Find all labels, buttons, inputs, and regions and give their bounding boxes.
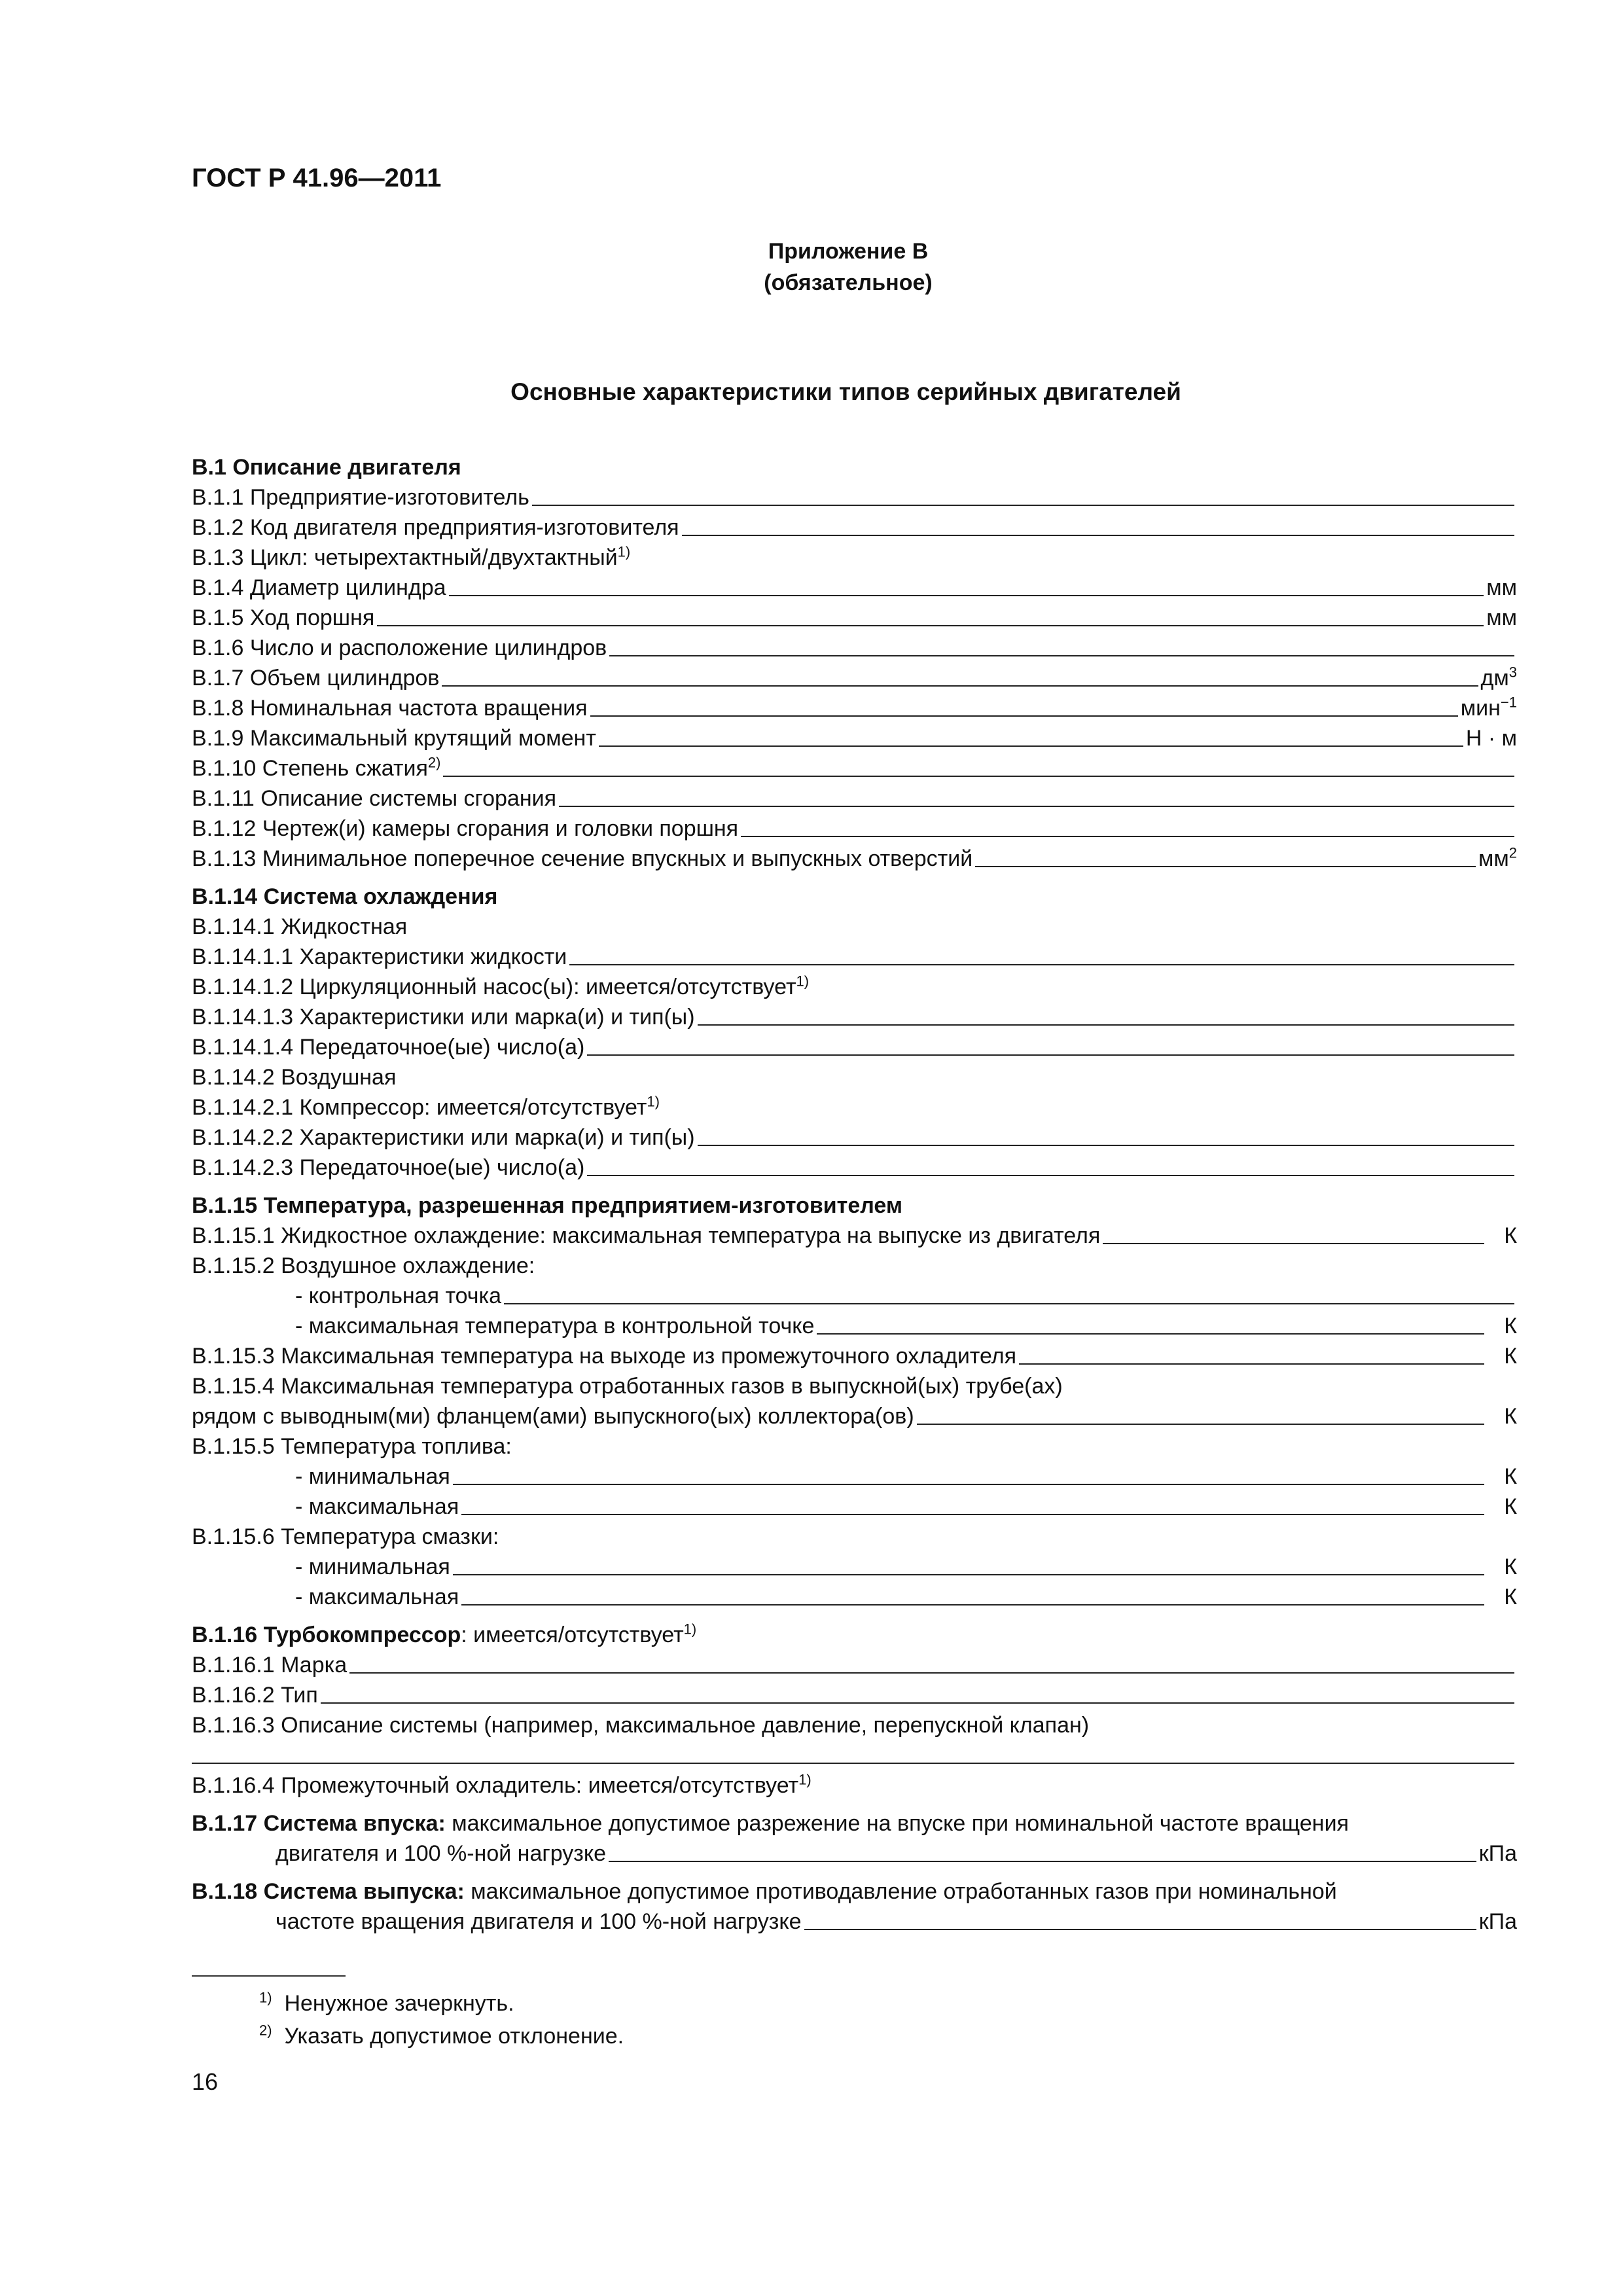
form-row: двигателя и 100 %-ной нагрузке кПа (276, 1841, 1517, 1866)
form-row: В.1.12 Чертеж(и) камеры сгорания и головки поршня (192, 812, 1517, 842)
blank-line[interactable] (349, 1672, 1514, 1674)
form-row: В.1.16.1 Марка (192, 1648, 1517, 1678)
row-label: В.1.10 Степень сжатия$^{2)}$ (192, 754, 441, 781)
blank-line[interactable] (532, 505, 1514, 506)
blank-line[interactable] (587, 1054, 1514, 1056)
form-row: В.1.14.1.1 Характеристики жидкости (192, 940, 1517, 970)
form-row: - максимальная К (295, 1494, 1517, 1519)
section-heading: В.1.14 Система охлаждения (192, 884, 498, 909)
document-header: ГОСТ Р 41.96—2011 (192, 164, 442, 192)
footnote-ref: 1) (798, 1771, 812, 1788)
form-row (192, 541, 1517, 571)
form-row (192, 751, 1517, 781)
unit-label: $дм^3$ (1480, 664, 1517, 691)
unit-label: мин$^{-1}$ (1460, 694, 1517, 721)
form-row: В.1.5 Ход поршня мм (192, 605, 1517, 630)
section-heading: В.1 Описание двигателя (192, 455, 461, 480)
form-row: В.1.15.4 Максимальная температура отработанных газов в выпускной(ых) трубе(ах) (192, 1374, 1063, 1399)
form-row: - минимальная К (295, 1464, 1517, 1489)
row-label: В.1.14.1.2 Циркуляционный насос(ы): имеется/отсутствует$^{1)}$ (192, 973, 810, 999)
unit-label: К (1504, 1554, 1517, 1579)
unit-label: К (1504, 1404, 1517, 1429)
unit-label: кПа (1478, 1909, 1517, 1934)
section-heading: В.1.18 Система выпуска: максимальное допустимое противодавление отработанных газов при номинальной (192, 1879, 1337, 1904)
form-row: В.1.2 Код двигателя предприятия-изготовителя (192, 511, 1517, 541)
blank-line[interactable] (443, 776, 1514, 777)
footnote-ref: 1) (796, 973, 810, 990)
appendix-heading (0, 236, 1623, 298)
row-label: В.1.16.4 Промежуточный охладитель: имеется/отсутствует$^{1)}$ (192, 1771, 812, 1798)
form-row: В.1.11 Описание системы сгорания (192, 781, 1517, 812)
form-row: частоте вращения двигателя и 100 %-ной нагрузке кПа (276, 1909, 1517, 1934)
form-row: В.1.14.2.3 Передаточное(ые) число(а) (192, 1151, 1517, 1181)
form-row: В.1.9 Максимальный крутящий момент Н · м (192, 726, 1517, 751)
footnote-divider (192, 1975, 346, 1977)
form-row: В.1.7 Объем цилиндров $дм^3$ (192, 664, 1517, 691)
blank-line[interactable] (682, 535, 1514, 536)
blank-line[interactable] (741, 836, 1514, 837)
appendix-status: (обязательное) (764, 270, 933, 295)
blank-line[interactable] (461, 1514, 1484, 1515)
unit-label: К (1504, 1223, 1517, 1248)
form-row: рядом с выводным(ми) фланцем(ами) выпускного(ых) коллектора(ов) К (192, 1404, 1517, 1429)
form-row: В.1.1 Предприятие-изготовитель (192, 480, 1517, 511)
unit-label: К (1504, 1344, 1517, 1369)
section-heading: В.1.16 Турбокомпрессор: имеется/отсутствует$^{1)}$ (192, 1621, 697, 1647)
unit-label: К (1504, 1314, 1517, 1338)
form-row: В.1.14.2 Воздушная (192, 1065, 397, 1090)
blank-line[interactable] (504, 1303, 1514, 1304)
blank-line[interactable] (599, 745, 1463, 747)
form-row: В.1.15.1 Жидкостное охлаждение: максимальная температура на выпуске из двигателя К (192, 1223, 1517, 1248)
form-row: В.1.15.6 Температура смазки: (192, 1524, 499, 1549)
blank-line[interactable] (804, 1929, 1476, 1930)
page-number: 16 (192, 2068, 219, 2095)
form-row: - максимальная К (295, 1585, 1517, 1609)
section-heading: В.1.15 Температура, разрешенная предприятием-изготовителем (192, 1193, 903, 1218)
unit-label: мм (1486, 575, 1517, 600)
footnote-ref: 1) (647, 1093, 660, 1110)
blank-line[interactable] (559, 806, 1514, 807)
unit-label: К (1504, 1464, 1517, 1489)
unit-label: Н · м (1465, 726, 1517, 751)
form-row (192, 1738, 1517, 1768)
blank-line[interactable] (461, 1604, 1484, 1605)
appendix-label: Приложение В (768, 239, 929, 264)
form-row: - минимальная К (295, 1554, 1517, 1579)
blank-line[interactable] (587, 1175, 1514, 1176)
form-row: В.1.14.2.2 Характеристики или марка(и) и тип(ы) (192, 1121, 1517, 1151)
footnote-ref: 1) (617, 543, 631, 560)
form-row (192, 1090, 1517, 1121)
form-row: В.1.6 Число и расположение цилиндров (192, 631, 1517, 661)
footnote-ref: 1) (683, 1621, 697, 1638)
form-body (192, 450, 1517, 1935)
blank-line[interactable] (609, 1861, 1476, 1862)
row-label: В.1.3 Цикл: четырехтактный/двухтактный$^{1)}$ (192, 543, 631, 570)
blank-line[interactable] (453, 1574, 1484, 1575)
footnote-1: $^{1)}$ Ненужное зачеркнуть. (259, 1989, 514, 2016)
footnotes (259, 1987, 624, 2053)
form-row: В.1.15.2 Воздушное охлаждение: (192, 1253, 535, 1278)
form-row: В.1.15.3 Максимальная температура на выходе из промежуточного охладителя К (192, 1344, 1517, 1369)
form-row: В.1.15.5 Температура топлива: (192, 1434, 512, 1459)
form-row (192, 970, 1517, 1000)
blank-line[interactable] (917, 1424, 1484, 1425)
form-row: - контрольная точка (192, 1279, 1517, 1309)
unit-label: К (1504, 1494, 1517, 1519)
form-row: В.1.16.3 Описание системы (например, максимальное давление, перепускной клапан) (192, 1713, 1090, 1738)
row-label: В.1.14.2.1 Компрессор: имеется/отсутствует$^{1)}$ (192, 1093, 660, 1120)
unit-label: К (1504, 1585, 1517, 1609)
blank-line[interactable] (698, 1145, 1514, 1146)
section-heading: В.1.17 Система впуска: максимальное допустимое разрежение на впуске при номинальной частоте вращения (192, 1811, 1349, 1836)
form-row: В.1.14.1.4 Передаточное(ые) число(а) (192, 1030, 1517, 1060)
blank-line[interactable] (377, 625, 1484, 626)
blank-line[interactable] (1019, 1363, 1484, 1365)
blank-line[interactable] (321, 1702, 1514, 1704)
unit-label: мм (1486, 605, 1517, 630)
form-row: В.1.14.1.3 Характеристики или марка(и) и тип(ы) (192, 1000, 1517, 1030)
form-row (192, 1768, 1517, 1799)
blank-line[interactable] (609, 655, 1514, 656)
blank-line[interactable] (590, 715, 1458, 717)
form-row: В.1.4 Диаметр цилиндра мм (192, 575, 1517, 600)
unit-label: кПа (1478, 1841, 1517, 1866)
form-row: - максимальная температура в контрольной точке К (295, 1314, 1517, 1338)
footnote-ref: 2) (427, 754, 441, 771)
blank-line[interactable] (817, 1333, 1484, 1335)
document-title: Основные характеристики типов серийных двигателей (510, 378, 1181, 405)
unit-label: $мм^2$ (1478, 844, 1517, 871)
form-row: В.1.16.2 Тип (192, 1678, 1517, 1708)
blank-line[interactable] (442, 685, 1478, 687)
form-row: В.1.13 Минимальное поперечное сечение впускных и выпускных отверстий $мм^2$ (192, 844, 1517, 871)
form-row: В.1.8 Номинальная частота вращения мин$^{-1}$ (192, 694, 1517, 721)
blank-line[interactable] (569, 964, 1514, 965)
footnote-2: $^{2)}$ Указать допустимое отклонение. (259, 2022, 624, 2049)
blank-line[interactable] (698, 1024, 1514, 1026)
blank-line[interactable] (449, 595, 1484, 596)
form-row: В.1.14.1 Жидкостная (192, 914, 408, 939)
blank-line[interactable] (975, 866, 1476, 867)
blank-line[interactable] (1103, 1243, 1484, 1244)
blank-line[interactable] (453, 1484, 1484, 1485)
blank-line[interactable] (192, 1763, 1514, 1764)
